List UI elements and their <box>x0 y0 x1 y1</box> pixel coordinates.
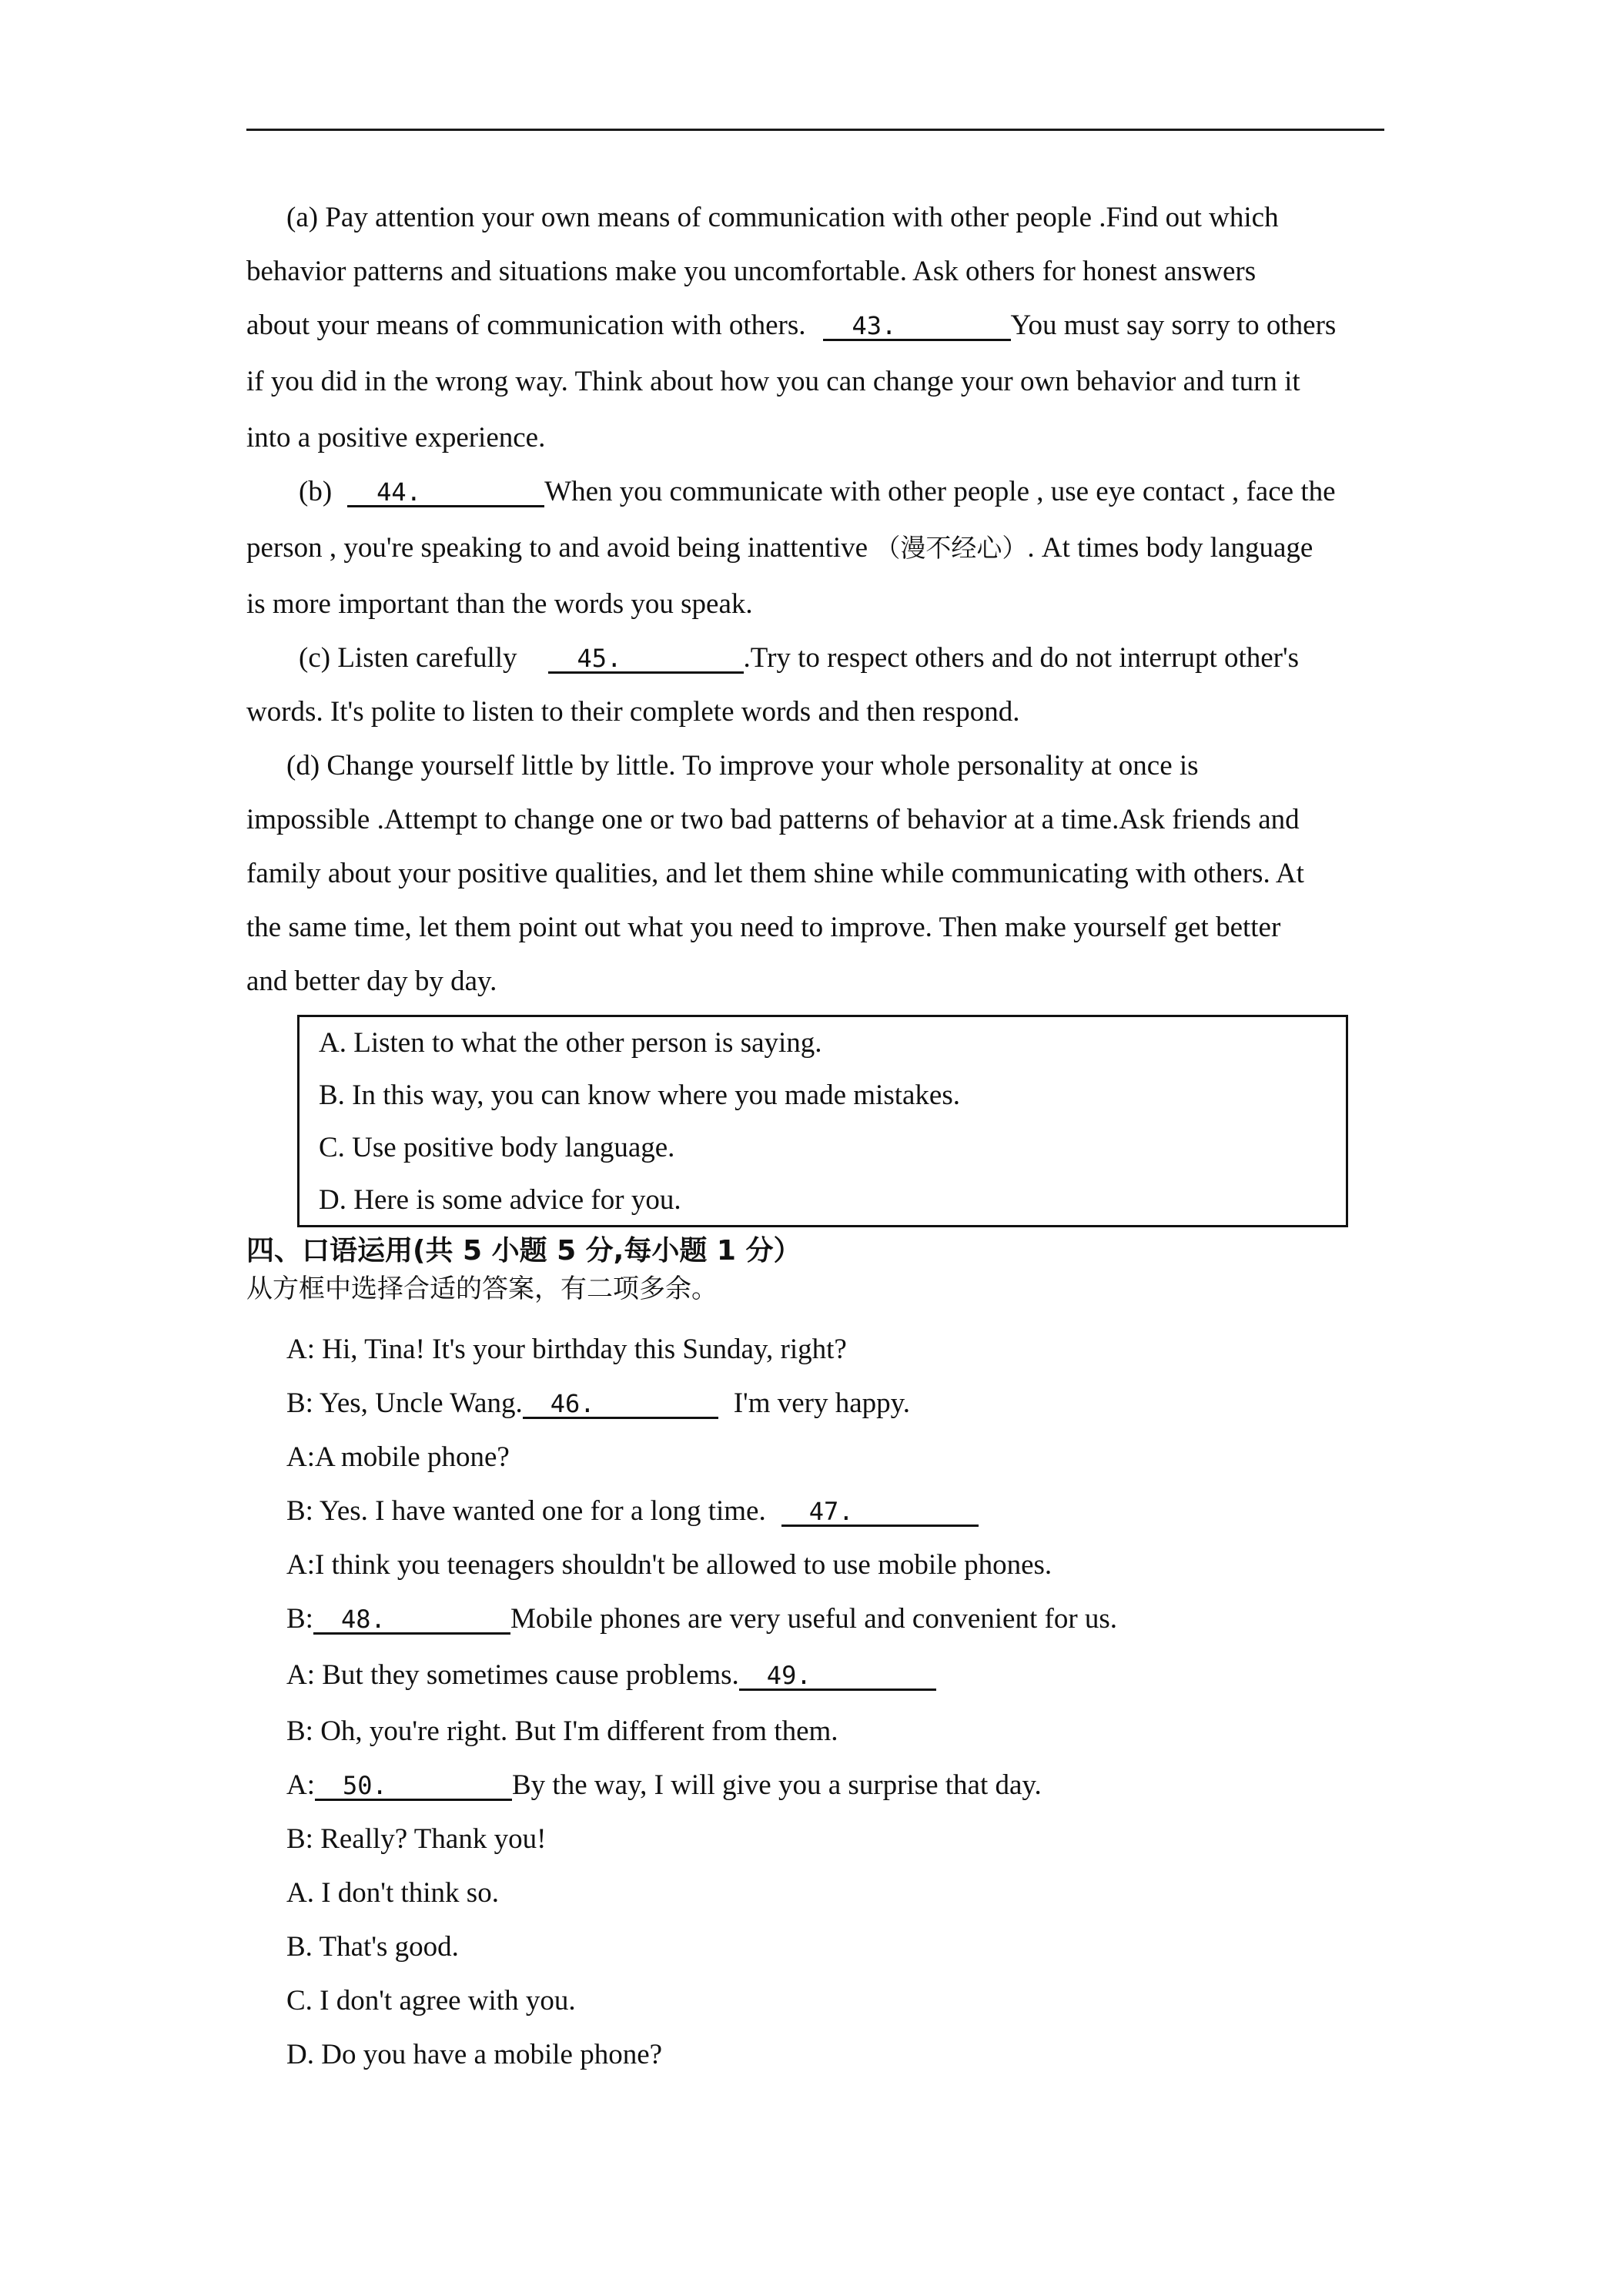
document-body <box>246 191 1384 2082</box>
blank-50[interactable] <box>315 1770 512 1801</box>
passage-b-text-2: person , you're speaking to and avoid being inattentive <box>246 532 875 564</box>
blank-45-number: 45. <box>577 644 622 673</box>
passage-d-line-1: (d) Change yourself little by little. To improve your whole personality at once is <box>286 750 1199 782</box>
blank-49-number: 49. <box>766 1661 812 1690</box>
dialogue-line-1: A: Hi, Tina! It's your birthday this Sunday, right? <box>286 1334 847 1365</box>
passage-d-line-5: and better day by day. <box>246 966 497 997</box>
dialogue-line-9-text: By the way, I will give you a surprise that day. <box>512 1769 1042 1801</box>
passage-d-line-4: the same time, let them point out what you need to improve. Then make yourself get better <box>246 912 1281 943</box>
passage-c-text: .Try to respect others and do not interrupt other's <box>743 642 1300 674</box>
dialogue-line-2-text-after: I'm very happy. <box>733 1387 911 1419</box>
dialogue-line-4-text: B: Yes. I have wanted one for a long time. <box>286 1495 766 1527</box>
dialogue-option-b: B. That's good. <box>286 1931 459 1963</box>
blank-50-number: 50. <box>343 1771 387 1800</box>
passage-a-line-2: behavior patterns and situations make you uncomfortable. Ask others for honest answers <box>246 256 1257 287</box>
dialogue-line-6-text: Mobile phones are very useful and convenient for us. <box>510 1603 1118 1635</box>
blank-43[interactable] <box>823 310 1011 341</box>
passage-b-text: When you communicate with other people , use eye contact , face the <box>544 476 1336 507</box>
passage-b-text-3: . At times body language <box>1027 532 1313 564</box>
passage-c-line-2: words. It's polite to listen to their complete words and then respond. <box>246 696 1020 728</box>
blank-47-number: 47. <box>808 1497 854 1526</box>
passage-a-line-3 <box>246 299 1384 353</box>
blank-44[interactable] <box>347 477 544 507</box>
dialogue-line-9 <box>246 1759 1384 1812</box>
passage-b-line-2 <box>246 519 1384 577</box>
section-heading: 四、口语运用(共 5 小题 5 分,每小题 1 分） <box>246 1235 801 1267</box>
passage-b-line-3: is more important than the words you speak. <box>246 588 753 620</box>
header-rule <box>246 129 1384 131</box>
passage-a-text: about your means of communication with others. <box>246 310 806 341</box>
dialogue-line-4 <box>246 1484 1384 1538</box>
passage-a-line-1: (a) Pay attention your own means of communication with other people .Find out which <box>286 202 1279 233</box>
dialogue-line-9-speaker: A: <box>286 1769 315 1801</box>
dialogue-line-5: A:I think you teenagers shouldn't be allowed to use mobile phones. <box>286 1549 1052 1581</box>
passage-c-label: (c) Listen carefully <box>299 642 517 674</box>
dialogue-option-c: C. I don't agree with you. <box>286 1985 576 2017</box>
dialogue-line-3: A:A mobile phone? <box>286 1441 510 1473</box>
blank-45[interactable] <box>548 643 744 674</box>
dialogue-line-10: B: Really? Thank you! <box>286 1823 547 1855</box>
blank-48[interactable] <box>313 1604 510 1635</box>
section-instruction: 从方框中选择合适的答案，有二项多余。 <box>246 1274 718 1304</box>
dialogue-line-6-speaker: B: <box>286 1603 313 1635</box>
blank-49[interactable] <box>739 1660 936 1691</box>
blank-47[interactable] <box>781 1496 979 1527</box>
dialogue-line-2 <box>246 1377 1384 1431</box>
blank-46[interactable] <box>523 1388 718 1419</box>
box-option-a: A. Listen to what the other person is saying. <box>319 1027 822 1059</box>
box-option-c: C. Use positive body language. <box>319 1132 675 1163</box>
passage-a-line-5: into a positive experience. <box>246 422 546 454</box>
passage-b-line-1 <box>246 465 1384 519</box>
dialogue-line-8: B: Oh, you're right. But I'm different from them. <box>286 1715 838 1747</box>
blank-44-number: 44. <box>376 477 421 507</box>
box-option-b: B. In this way, you can know where you made mistakes. <box>319 1079 961 1111</box>
dialogue-line-7 <box>246 1646 1384 1705</box>
dialogue-option-d: D. Do you have a mobile phone? <box>286 2039 663 2070</box>
passage-b-label: (b) <box>299 476 333 507</box>
dialogue-line-6 <box>246 1592 1384 1646</box>
options-box <box>297 1015 1348 1227</box>
blank-48-number: 48. <box>340 1605 386 1634</box>
dialogue-option-a: A. I don't think so. <box>286 1877 499 1909</box>
passage-d-line-2: impossible .Attempt to change one or two bad patterns of behavior at a time.Ask friends and <box>246 804 1300 835</box>
box-option-d: D. Here is some advice for you. <box>319 1184 681 1216</box>
passage-c-line-1 <box>246 631 1384 685</box>
passage-a-text-after-blank: You must say sorry to others <box>1010 310 1337 341</box>
blank-46-number: 46. <box>550 1389 595 1418</box>
dialogue-line-7-text: A: But they sometimes cause problems. <box>286 1659 739 1691</box>
passage-b-chinese-gloss: （漫不经心） <box>875 533 1028 563</box>
passage-a-line-4: if you did in the wrong way. Think about how you can change your own behavior and turn it <box>246 366 1300 397</box>
dialogue-line-2-text: B: Yes, Uncle Wang. <box>286 1387 523 1419</box>
passage-d-line-3: family about your positive qualities, and let them shine while communicating with others. At <box>246 858 1304 889</box>
blank-43-number: 43. <box>852 311 897 340</box>
